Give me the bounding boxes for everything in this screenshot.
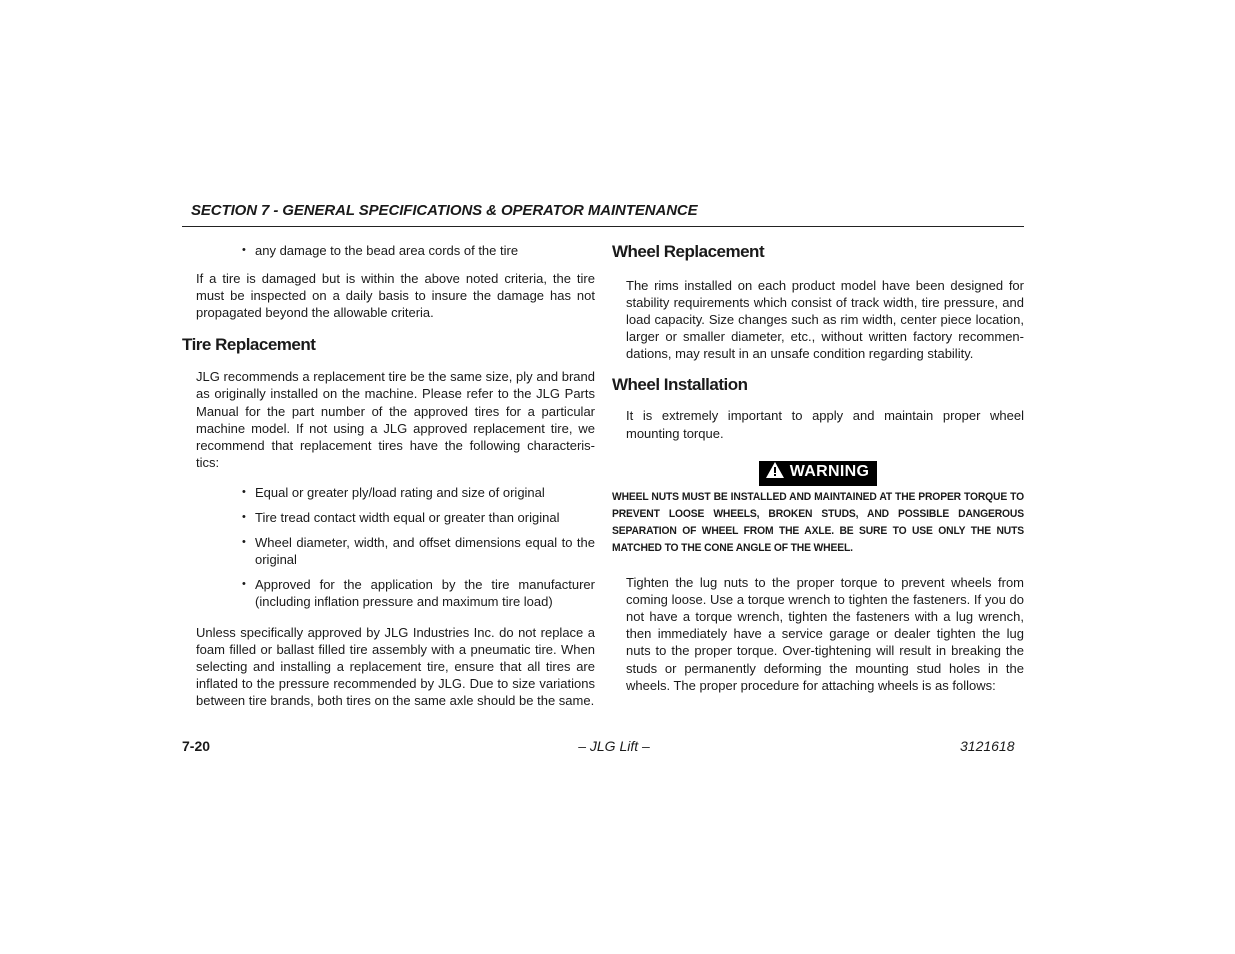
list-item: • Approved for the application by the tire manufacturer (including inflation pressure and maximum tire load) <box>242 576 595 610</box>
left-column <box>182 240 595 709</box>
wheel-installation-paragraph: It is extremely important to apply and maintain proper wheel mounting torque. <box>626 408 1024 441</box>
list-item: • Equal or greater ply/load rating and size of original <box>242 484 595 501</box>
list-item: • Tire tread contact width equal or greater than original <box>242 509 595 526</box>
intro-paragraph: If a tire is damaged but is within the above noted criteria, the tire must be inspected on a daily basis to insure the damage has not propagated beyond the allowable criteria. <box>196 271 595 321</box>
tire-replacement-heading: Tire Replacement <box>182 335 316 355</box>
warning-label <box>759 461 877 486</box>
warning-text: WHEEL NUTS MUST BE INSTALLED AND MAINTAINED AT THE PROPER TORQUE TO PREVENT LOOSE WHEELS, BROKEN STUDS, AND POSSIBLE DANGEROUS SEPARATION OF WHEEL FROM THE AXLE. BE SURE TO USE ONLY THE NUTS MATCHED TO THE CONE ANGLE OF THE WHEEL. <box>612 490 1024 554</box>
section-title: SECTION 7 - GENERAL SPECIFICATIONS & OPERATOR MAINTENANCE <box>191 202 698 219</box>
wheel-replacement-paragraph: The rims installed on each product model have been designed for stability requirements which consist of track width, tire pressure, and load capacity. Size changes such as rim width, center piece location, larger or smaller diameter, etc., without written factory recommen-dations, may result in an unsafe condition regarding stability. <box>626 278 1024 362</box>
top-bullet-list <box>182 242 595 259</box>
characteristics-list <box>182 484 595 611</box>
closing-paragraph: Unless specifically approved by JLG Industries Inc. do not replace a foam filled or ballast filled tire assembly with a pneumatic tire. When selecting and installing a replacement tire, ensure that all tires are inflated to the pressure recommended by JLG. Due to size variations between tire brands, both tires on the same axle should be the same. <box>196 624 595 708</box>
warning-triangle-icon <box>765 461 785 486</box>
torque-paragraph: Tighten the lug nuts to the proper torque to prevent wheels from coming loose. Use a torque wrench to tighten the fasteners. If you do not have a torque wrench, tighten the fasteners with a lug wrench, then immediately have a service garage or dealer tighten the lug nuts to the proper torque. Over-tightening will result in breaking the studs or permanently deforming the mounting stud holes in the wheels. The proper procedure for attaching wheels is as follows: <box>626 575 1024 693</box>
right-column <box>612 240 1024 694</box>
header-rule <box>182 226 1024 227</box>
footer-center-text: – JLG Lift – <box>578 738 650 754</box>
tire-replacement-paragraph: JLG recommends a replacement tire be the same size, ply and brand as originally installed on the machine. Please refer to the JLG Parts Manual for the part number of the approved tires for a particular machine model. If not using a JLG approved replacement tire, we recommend that replacement tires have the following characteris-tics: <box>196 369 595 470</box>
warning-box <box>612 461 1024 486</box>
wheel-installation-heading: Wheel Installation <box>612 375 748 395</box>
wheel-replacement-heading: Wheel Replacement <box>612 242 765 261</box>
list-item: • any damage to the bead area cords of the tire <box>242 242 595 259</box>
warning-label-text: WARNING <box>789 462 870 480</box>
document-number: 3121618 <box>960 738 1015 754</box>
list-item: • Wheel diameter, width, and offset dimensions equal to the original <box>242 534 595 568</box>
page-number: 7-20 <box>182 738 211 754</box>
